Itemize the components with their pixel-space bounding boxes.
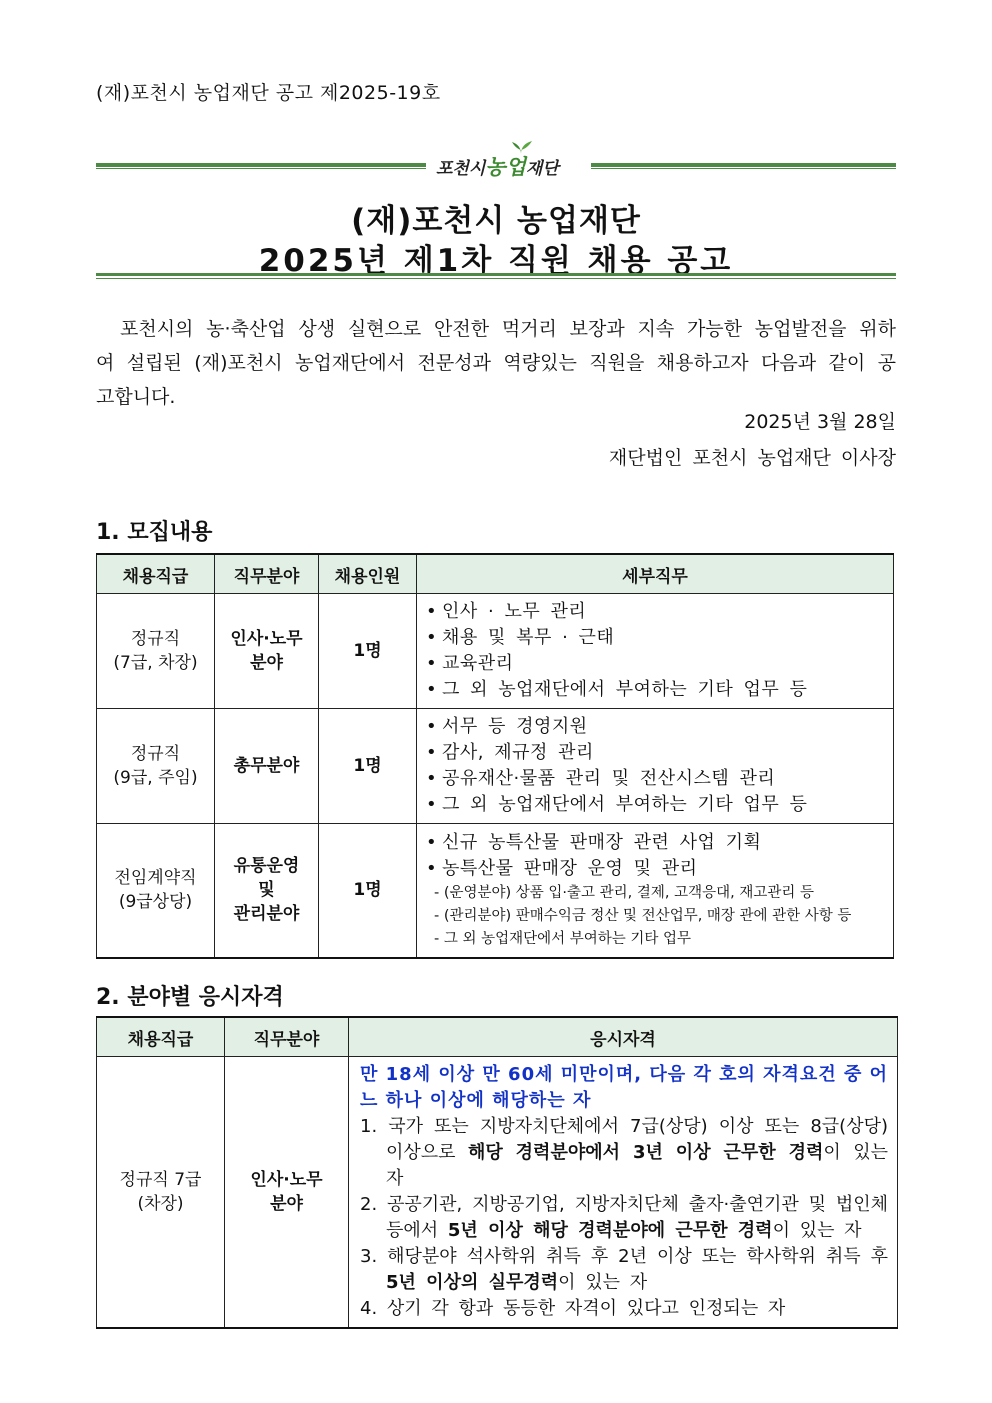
list-item: • 농특산물 판매장 운영 및 관리 — [426, 857, 698, 879]
header-rule-right — [591, 163, 896, 167]
list-item: • 그 외 농업재단에서 부여하는 기타 업무 등 — [426, 679, 808, 700]
qualification-lead: 만 18세 이상 만 60세 미만이며, 다음 각 호의 자격요건 중 어느 하나 이상에 해당하는 자 — [360, 1064, 889, 1111]
table-header-row — [97, 1017, 898, 1057]
notice-number: (재)포천시 농업재단 공고 제2025-19호 — [96, 82, 441, 104]
list-item: • 서무 등 경영지원 — [426, 716, 588, 737]
list-item: 4. 상기 각 항과 동등한 자격이 있다고 인정되는 자 — [360, 1298, 786, 1319]
header-field: 직무분야 — [215, 554, 319, 594]
list-item: 3. 해당분야 석사학위 취득 후 2년 이상 또는 학사학위 취득 후 5년 이상의 실무경력이 있는 자 — [360, 1246, 888, 1293]
list-subitem: - (운영분야) 상품 입·출고 관리, 결제, 고객응대, 재고관리 등 — [434, 884, 815, 901]
rank-cell: 전임계약직 (9급상당) — [97, 824, 215, 958]
field-cell: 유통운영 및 관리분야 — [215, 824, 319, 958]
list-subitem: - 그 외 농업재단에서 부여하는 기타 업무 — [434, 930, 691, 947]
field-cell: 인사·노무 분야 — [215, 594, 319, 709]
list-subitem: - (관리분야) 판매수익금 정산 및 전산업무, 매장 관에 관한 사항 등 — [434, 907, 852, 924]
signer: 재단법인 포천시 농업재단 이사장 — [608, 447, 896, 469]
list-item: • 교육관리 — [426, 653, 514, 674]
section2-heading: 2. 분야별 응시자격 — [96, 985, 284, 1010]
sprout-icon — [506, 139, 536, 155]
header-field: 직무분야 — [225, 1017, 349, 1057]
count-cell: 1명 — [319, 594, 417, 709]
list-item: • 감사, 제규정 관리 — [426, 742, 594, 763]
title-line2: 2025년 제1차 직원 채용 공고 — [258, 243, 734, 279]
announcement-date: 2025년 3월 28일 — [744, 411, 896, 433]
duties-cell — [417, 824, 894, 958]
list-item: • 신규 농특산물 판매장 관련 사업 기획 — [426, 831, 762, 853]
qualification-cell — [349, 1057, 898, 1329]
header-rank: 채용직급 — [97, 554, 215, 594]
table-row — [97, 594, 894, 709]
list-item: • 인사 · 노무 관리 — [426, 601, 587, 622]
table-row — [97, 709, 894, 824]
list-item: • 그 외 농업재단에서 부여하는 기타 업무 등 — [426, 794, 808, 815]
header-rank: 채용직급 — [97, 1017, 225, 1057]
count-cell: 1명 — [319, 824, 417, 958]
list-item: 2. 공공기관, 지방공기업, 지방자치단체 출자·출연기관 및 법인체 등에서 5년 이상 해당 경력분야에 근무한 경력이 있는 자 — [360, 1194, 888, 1241]
rank-cell: 정규직 (9급, 주임) — [97, 709, 215, 824]
list-item: 1. 국가 또는 지방자치단체에서 7급(상당) 이상 또는 8급(상당) 이상으로 해당 경력분야에서 3년 이상 근무한 경력이 있는 자 — [360, 1116, 888, 1189]
duties-cell — [417, 709, 894, 824]
header-rule-left — [96, 163, 426, 167]
header-qualification: 응시자격 — [349, 1017, 898, 1057]
list-item: • 공유재산·물품 관리 및 전산시스템 관리 — [426, 768, 776, 789]
foundation-logo: 포천시농업재단 — [436, 151, 581, 181]
qualification-table — [96, 1016, 898, 1329]
header-count: 채용인원 — [319, 554, 417, 594]
table-row — [97, 1057, 898, 1329]
rank-cell: 정규직 (7급, 차장) — [97, 594, 215, 709]
section1-heading: 1. 모집내용 — [96, 520, 213, 545]
rank-cell: 정규직 7급 (차장) — [97, 1057, 225, 1329]
header-logo-row — [96, 155, 896, 181]
table-header-row — [97, 554, 894, 594]
list-item: • 채용 및 복무 · 근태 — [426, 627, 615, 648]
header-duties: 세부직무 — [417, 554, 894, 594]
field-cell: 인사·노무 분야 — [225, 1057, 349, 1329]
field-cell: 총무분야 — [215, 709, 319, 824]
table-row — [97, 824, 894, 958]
intro-paragraph: 포천시의 농·축산업 상생 실현으로 안전한 먹거리 보장과 지속 가능한 농업발전을 위하여 설립된 (재)포천시 농업재단에서 전문성과 역량있는 직원을 채용하고자 다음과 같이 공고합니다. — [96, 318, 896, 408]
title-line1: (재)포천시 농업재단 — [351, 203, 641, 239]
title-rule — [96, 273, 896, 276]
duties-cell — [417, 594, 894, 709]
recruitment-table — [96, 553, 894, 959]
count-cell: 1명 — [319, 709, 417, 824]
